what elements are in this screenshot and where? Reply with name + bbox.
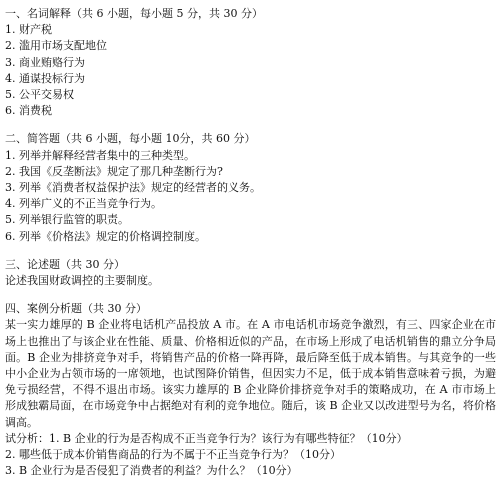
section-4-title: 四、案例分析题（共 30 分） [5,302,147,316]
list-item: 4. 列举广义的不正当竞争行为。 [5,197,162,211]
section-2 [5,131,496,244]
case-question: 2. 哪些低于成本价销售商品的行为不属于不正当竞争行为？（10分） [5,448,341,462]
section-2-title: 二、简答题（共 6 小题，每小题 10分，共 60 分） [5,132,256,146]
case-text: 某一实力雄厚的 B 企业将电话机产品投放 A 市。在 A 市电话机市场竞争激烈，有三、四家企业在市场上也推出了与该企业在性能、质量、价格相近似的产品，在市场上形成了电话机销售的鼎立分争局面。B 企业为排挤竞争对手，将销售产品的价格一降再降，最后降至低于成本销售。与其竞争的一些中小企业为占领市场的一席领地，也试图降价销售，但因实力不足，低于成本销售意味着亏损，为避免亏损经营，不得不退出市场。该实力雄厚的 B 企业降价排挤竞争对手的策略成功，在 A 市市场上形成独霸局面，在市场竞争中占据绝对有利的竞争地位。随后，该 B 企业又以改进型号为名，将价格调高。 [5,318,496,429]
list-item: 3. 商业贿赂行为 [5,55,85,69]
list-item: 1. 财产税 [5,23,52,37]
case-question: 3. B 企业行为是否侵犯了消费者的利益？为什么？（10分） [5,464,298,478]
list-item: 2. 滥用市场支配地位 [5,39,107,53]
list-item: 3. 列举《消费者权益保护法》规定的经营者的义务。 [5,181,261,195]
list-item: 2. 我国《反垄断法》规定了那几种垄断行为? [5,164,223,178]
case-question: 试分析：1. B 企业的行为是否构成不正当竞争行为？该行为有哪些特征？（10分） [5,431,408,445]
section-3 [5,257,496,289]
section-4 [5,301,496,479]
list-item: 6. 列举《价格法》规定的价格调控制度。 [5,229,206,243]
list-item: 5. 列举银行监管的职责。 [5,213,129,227]
list-item: 6. 消费税 [5,104,52,118]
section-1 [5,6,496,119]
section-1-title: 一、名词解释（共 6 小题，每小题 5 分，共 30 分） [5,7,263,20]
essay-question: 论述我国财政调控的主要制度。 [5,274,159,288]
list-item: 5. 公平交易权 [5,88,74,102]
list-item: 4. 通谋投标行为 [5,71,85,85]
list-item: 1. 列举并解释经营者集中的三种类型。 [5,148,195,162]
section-3-title: 三、论述题（共 30 分） [5,257,125,271]
